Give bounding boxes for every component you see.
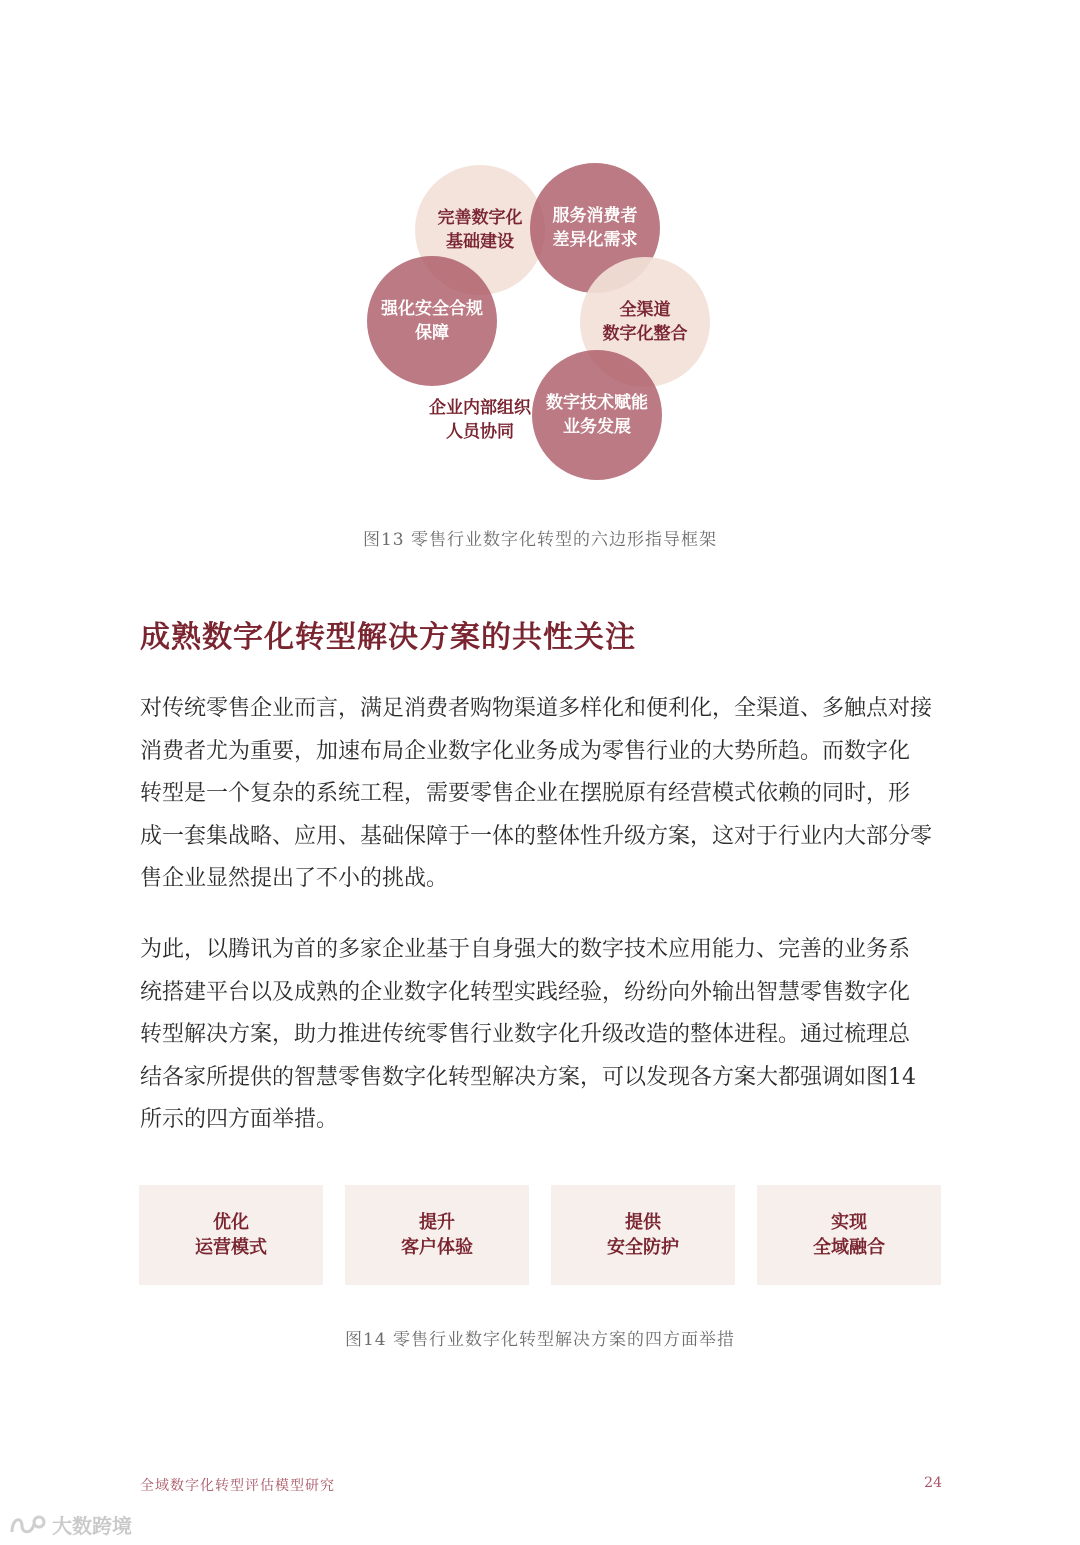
section-heading: 成熟数字化转型解决方案的共性关注 xyxy=(140,620,636,655)
watermark-logo-icon xyxy=(8,1512,48,1538)
node-tech-empowerment: 数字技术赋能 业务发展 xyxy=(532,350,662,480)
node-internal-collaboration: 企业内部组织 人员协同 xyxy=(429,398,531,442)
box-customer-experience: 提升 客户体验 xyxy=(345,1185,529,1285)
paragraph-2: 为此，以腾讯为首的多家企业基于自身强大的数字技术应用能力、完善的业务系 统搭建平台以及成熟的企业数字化转型实践经验，纷纷向外输出智慧零售数字化 转型解决方案，助力推进传统零售行业数字化升级改造的整体进程。通过梳理总 结各家所提供的智慧零售数字化转型解决方案，可以发现各方案大都强调如图14 所示的四方面举措。 xyxy=(140,937,916,1132)
box-security-protection: 提供 安全防护 xyxy=(551,1185,735,1285)
box-optimize-operations: 优化 运营模式 xyxy=(139,1185,323,1285)
node-security-compliance: 强化安全合规 保障 xyxy=(367,256,497,386)
node-consumer-needs: 服务消费者 差异化需求 xyxy=(530,163,660,293)
figure13-caption: 图13 零售行业数字化转型的六边形指导框架 xyxy=(362,530,718,550)
page-number: 24 xyxy=(924,1475,942,1491)
box-omnidomain-integration: 实现 全域融合 xyxy=(757,1185,941,1285)
paragraph-1: 对传统零售企业而言，满足消费者购物渠道多样化和便利化，全渠道、多触点对接 消费者尤为重要，加速布局企业数字化业务成为零售行业的大势所趋。而数字化 转型是一个复杂的系统工程，需要零售企业在摆脱原有经营模式依赖的同时，形 成一套集战略、应用、基础保障于一体的整体性升级方案，这对于行业内大部分零 售企业显然提出了不小的挑战。 xyxy=(140,696,933,891)
node-digital-infrastructure: 完善数字化 基础建设 xyxy=(415,165,545,295)
watermark xyxy=(8,1510,132,1539)
watermark-text: 大数跨境 xyxy=(52,1514,132,1538)
node-omnichannel: 全渠道 数字化整合 xyxy=(580,257,710,387)
figure14-caption: 图14 零售行业数字化转型解决方案的四方面举措 xyxy=(344,1330,736,1350)
footer-title: 全域数字化转型评估模型研究 xyxy=(140,1478,335,1494)
